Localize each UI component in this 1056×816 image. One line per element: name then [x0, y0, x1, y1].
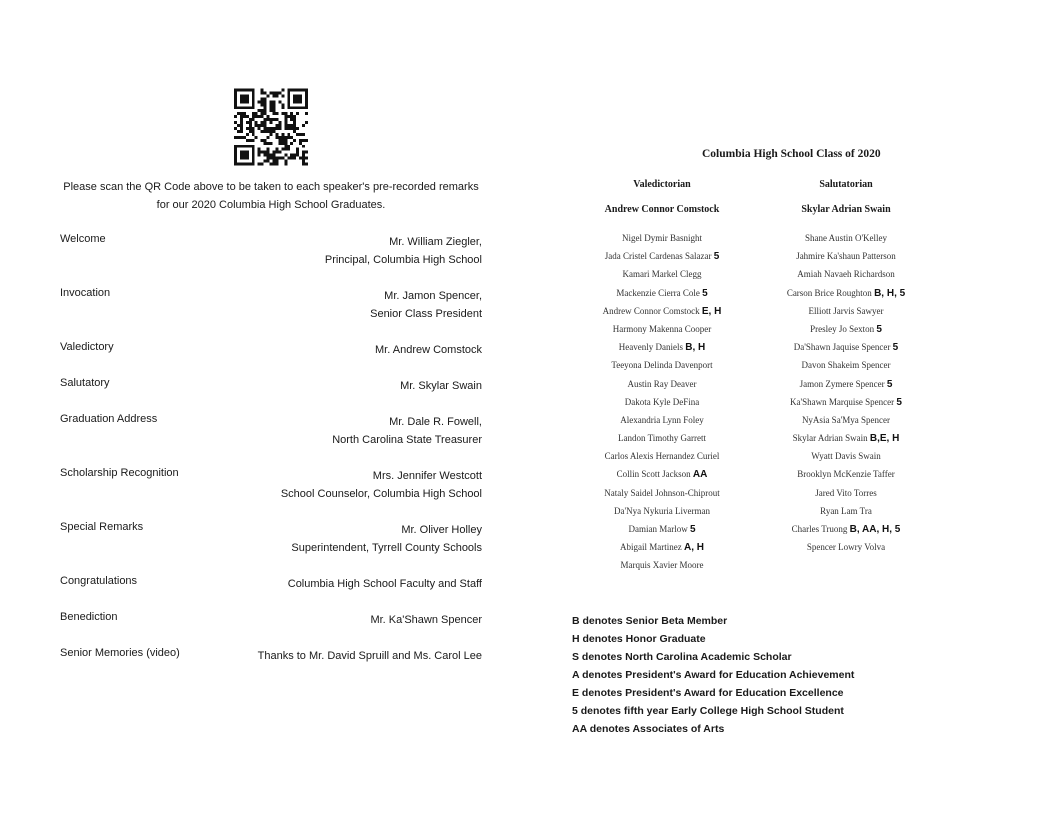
- program-part: Invocation: [60, 287, 111, 299]
- graduate-list-right: [756, 229, 936, 556]
- speaker-line: School Counselor, Columbia High School: [280, 488, 482, 500]
- legend-item: AA denotes Associates of Arts: [572, 723, 725, 735]
- honor-marks: B, H: [685, 342, 706, 354]
- salutatorian-label: Salutatorian: [819, 179, 873, 190]
- graduate-name-text: NyAsia Sa'Mya Spencer: [801, 414, 891, 425]
- graduate-name: [756, 375, 936, 393]
- graduate-name: [756, 502, 936, 520]
- honor-marks: 5: [689, 524, 696, 535]
- graduate-name-text: Alexandria Lynn Foley: [620, 414, 704, 425]
- program-part: Special Remarks: [60, 521, 144, 533]
- program-speaker: [370, 611, 482, 629]
- program-speaker: [258, 647, 482, 665]
- graduate-name: [756, 320, 936, 338]
- graduate-name-text: Harmony Makenna Cooper: [612, 323, 712, 334]
- speaker-line: Columbia High School Faculty and Staff: [287, 578, 482, 590]
- graduate-name: [756, 465, 936, 483]
- graduate-name-text: Spencer Lowry Volva: [806, 542, 886, 553]
- graduate-name-text: Jahmire Ka'shaun Patterson: [796, 251, 896, 262]
- graduate-name-text: Nigel Dymir Basnight: [622, 233, 702, 243]
- speaker-line: Superintendent, Tyrrell County Schools: [291, 542, 482, 554]
- graduate-name: [572, 447, 752, 465]
- legend-item: H denotes Honor Graduate: [572, 633, 706, 645]
- class-title: Columbia High School Class of 2020: [702, 148, 881, 160]
- graduate-name-text: Presley Jo Sexton: [810, 323, 875, 334]
- graduate-name-text: Davon Shakeim Spencer: [801, 360, 891, 371]
- graduate-name-text: Ka'Shawn Marquise Spencer: [790, 396, 895, 407]
- graduate-name-text: Damian Marlow: [628, 524, 688, 534]
- graduate-name: [756, 338, 936, 356]
- speaker-line: Mr. Dale R. Fowell,: [389, 416, 482, 428]
- graduate-name-text: Charles Truong: [791, 524, 848, 534]
- graduate-name: [572, 465, 752, 483]
- speaker-line: Mr. Ka'Shawn Spencer: [370, 614, 482, 626]
- legend-item: E denotes President's Award for Education Excellence: [572, 687, 844, 699]
- graduate-name: [572, 265, 752, 283]
- graduate-name-text: Da'Shawn Jaquise Spencer: [793, 342, 891, 353]
- speaker-line: Mr. Oliver Holley: [401, 524, 482, 536]
- instructions-line: Please scan the QR Code above to be taken to each speaker's pre-recorded remarks: [63, 181, 479, 193]
- graduate-name-text: Carson Brice Roughton: [786, 287, 872, 298]
- graduate-name-text: Da'Nya Nykuria Liverman: [613, 505, 711, 516]
- honor-marks: AA: [692, 469, 708, 481]
- graduate-name-text: Teeyona Delinda Davenport: [611, 360, 713, 371]
- program-part: Congratulations: [60, 575, 138, 587]
- honor-marks: E, H: [701, 305, 722, 317]
- program-speaker: [332, 413, 482, 449]
- speaker-line: Mrs. Jennifer Westcott: [372, 470, 482, 482]
- graduate-name: [572, 411, 752, 429]
- graduate-name-text: Ryan Lam Tra: [820, 505, 872, 516]
- graduate-name: [756, 247, 936, 265]
- legend-item: 5 denotes fifth year Early College High School Student: [572, 705, 844, 717]
- program-speaker: [400, 377, 482, 395]
- honor-marks: 5: [886, 378, 893, 390]
- graduate-name: [756, 538, 936, 556]
- valedictorian-name: Andrew Connor Comstock: [604, 204, 720, 215]
- graduate-name: [572, 320, 752, 338]
- graduate-name: [572, 502, 752, 520]
- graduate-name: [572, 520, 752, 538]
- graduate-name: [756, 484, 936, 502]
- speaker-line: North Carolina State Treasurer: [332, 434, 482, 446]
- graduate-name-text: Skylar Adrian Swain: [792, 433, 868, 444]
- graduate-name-text: Wyatt Davis Swain: [811, 451, 881, 462]
- graduate-name: [572, 556, 752, 574]
- program-part: Graduation Address: [60, 413, 158, 425]
- graduate-name: [756, 411, 936, 429]
- honor-marks: 5: [896, 396, 902, 408]
- graduate-name-text: Abigail Martinez: [620, 542, 682, 553]
- program-speaker: [325, 233, 482, 269]
- program-speaker: [288, 575, 482, 593]
- graduate-name: [572, 429, 752, 447]
- graduate-name-text: Dakota Kyle DeFina: [624, 396, 700, 407]
- class-column-right: [756, 177, 936, 556]
- qr-code-icon[interactable]: [234, 88, 308, 166]
- graduate-name-text: Heavenly Daniels: [618, 342, 683, 353]
- graduate-name-text: Kamari Markel Clegg: [622, 269, 702, 280]
- graduate-name: [756, 229, 936, 247]
- graduate-name-text: Jamon Zymere Spencer: [799, 378, 885, 389]
- graduate-name: [572, 375, 752, 393]
- graduate-name: [572, 393, 752, 411]
- honor-marks: 5: [892, 342, 899, 354]
- speaker-line: Mr. Skylar Swain: [400, 380, 482, 392]
- speaker-line: Mr. Jamon Spencer,: [384, 290, 482, 302]
- graduate-name-text: Amiah Navaeh Richardson: [797, 269, 895, 280]
- graduate-name-text: Carlos Alexis Hernandez Curiel: [604, 451, 720, 462]
- speaker-line: Thanks to Mr. David Spruill and Ms. Carol Lee: [257, 650, 482, 662]
- program-speaker: [291, 521, 482, 557]
- graduate-name-text: Marquis Xavier Moore: [620, 560, 704, 571]
- instructions-line: for our 2020 Columbia High School Graduates.: [156, 199, 386, 211]
- speaker-line: Senior Class President: [370, 308, 482, 320]
- graduate-name: [572, 284, 752, 302]
- graduate-name: [756, 302, 936, 320]
- graduate-name: [572, 356, 752, 374]
- graduate-name: [572, 484, 752, 502]
- graduate-name-text: Brooklyn McKenzie Taffer: [797, 469, 895, 480]
- honor-marks: 5: [713, 251, 720, 263]
- graduate-name: [572, 229, 752, 247]
- graduate-name-text: Andrew Connor Comstock: [602, 305, 700, 316]
- graduate-name-text: Mackenzie Cierra Cole: [616, 287, 700, 298]
- graduate-name: [572, 338, 752, 356]
- honor-marks: B, AA, H, 5: [849, 524, 901, 535]
- program-part: Valedictory: [60, 341, 114, 353]
- program-speaker: [375, 341, 482, 359]
- honor-marks: B,E, H: [869, 433, 900, 445]
- graduate-name-text: Collin Scott Jackson: [616, 469, 691, 480]
- qr-instructions: [60, 178, 482, 214]
- graduate-name: [756, 393, 936, 411]
- program-part: Welcome: [60, 233, 106, 245]
- graduate-name: [756, 447, 936, 465]
- salutatorian-name: Skylar Adrian Swain: [801, 204, 891, 215]
- graduate-name-text: Austin Ray Deaver: [627, 378, 697, 389]
- legend-item: B denotes Senior Beta Member: [572, 615, 728, 627]
- graduate-list-left: [572, 229, 752, 575]
- legend-item: S denotes North Carolina Academic Scholar: [572, 651, 792, 663]
- graduate-name-text: Jada Cristel Cardenas Salazar: [604, 251, 712, 262]
- honor-marks: 5: [702, 287, 708, 299]
- class-column-left: [572, 177, 752, 575]
- program-part: Scholarship Recognition: [60, 467, 179, 479]
- honor-marks: A, H: [683, 542, 704, 554]
- graduate-name: [572, 302, 752, 320]
- graduate-name: [756, 356, 936, 374]
- graduate-name: [756, 284, 936, 302]
- graduate-name-text: Shane Austin O'Kelley: [804, 233, 888, 243]
- legend-item: A denotes President's Award for Education Achievement: [572, 669, 855, 681]
- graduate-name-text: Elliott Jarvis Sawyer: [808, 305, 884, 316]
- program-part: Senior Memories (video): [60, 647, 180, 659]
- program-speaker: [370, 287, 482, 323]
- graduate-name: [756, 265, 936, 283]
- speaker-line: Mr. Andrew Comstock: [375, 344, 482, 356]
- honors-legend: [572, 612, 854, 738]
- graduate-name-text: Nataly Saidel Johnson-Chiprout: [604, 487, 720, 498]
- honor-marks: 5: [876, 323, 882, 335]
- graduate-name: [572, 247, 752, 265]
- graduate-name: [756, 429, 936, 447]
- graduate-name: [756, 520, 936, 538]
- program-part: Benediction: [60, 611, 118, 623]
- speaker-line: Principal, Columbia High School: [324, 254, 482, 266]
- valedictorian-label: Valedictorian: [633, 179, 691, 190]
- honor-marks: B, H, 5: [874, 287, 906, 299]
- graduate-name-text: Landon Timothy Garrett: [618, 433, 706, 444]
- program-part: Salutatory: [60, 377, 110, 389]
- speaker-line: Mr. William Ziegler,: [389, 236, 482, 248]
- program-speaker: [281, 467, 482, 503]
- graduate-name-text: Jared Vito Torres: [815, 487, 877, 498]
- graduate-name: [572, 538, 752, 556]
